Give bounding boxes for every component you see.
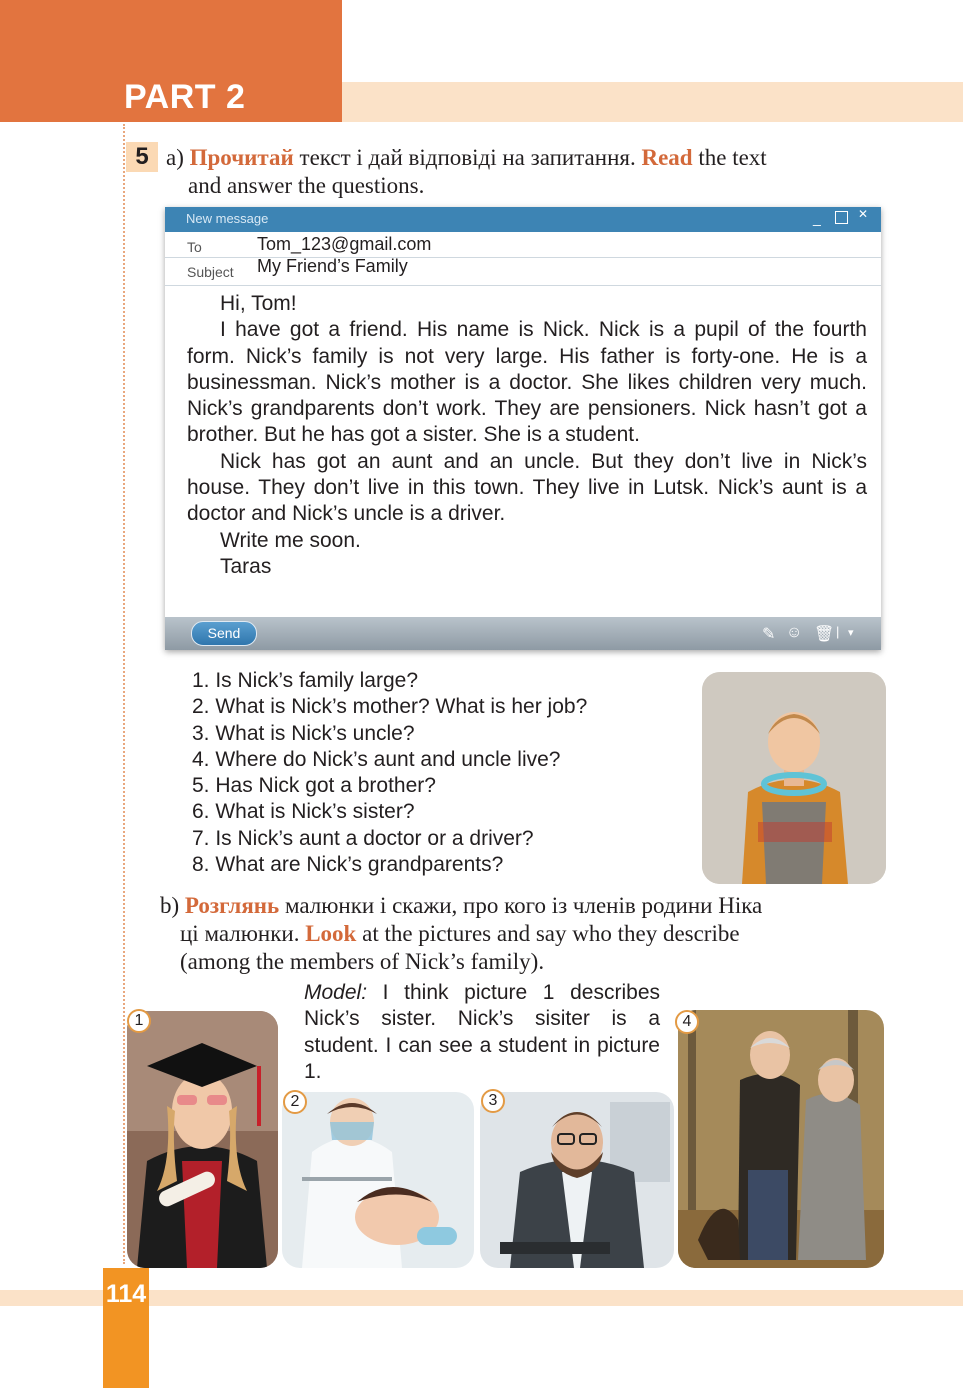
email-closing: Write me soon. bbox=[220, 528, 361, 552]
question-item: 2. What is Nick’s mother? What is her job? bbox=[192, 695, 588, 719]
email-paragraph-1: I have got a friend. His name is Nick. Nick is a pupil of the fourth form. Nick’s family is not very large. His father is forty-one. He is a businessman. Nick’s mother is a doctor. She likes children very much. Nick’s grandparents don’t work. They are pensioners. Nick hasn’t got a brother. But he has got a sister. She is a student. bbox=[187, 318, 867, 447]
questions-list bbox=[192, 668, 587, 878]
picture-2-badge: 2 bbox=[283, 1090, 307, 1114]
task-b-prefix: b) bbox=[160, 893, 185, 918]
trash-icon[interactable]: 🗑 bbox=[814, 626, 835, 643]
picture-4-badge: 4 bbox=[675, 1010, 699, 1034]
picture-2-dentist bbox=[282, 1092, 474, 1268]
question-item: 5. Has Nick got a brother? bbox=[192, 774, 436, 798]
model-answer bbox=[304, 980, 660, 1085]
email-footer-bar bbox=[165, 617, 881, 650]
task-a-prefix: a) bbox=[166, 145, 190, 170]
email-greeting: Hi, Tom! bbox=[220, 292, 297, 315]
page-number: 114 bbox=[105, 1280, 147, 1308]
divider-icon: | bbox=[836, 624, 840, 639]
chevron-down-icon[interactable]: ▾ bbox=[848, 627, 854, 639]
header-strip bbox=[342, 82, 963, 122]
task-a-text-en-2: and answer the questions. bbox=[188, 173, 425, 198]
to-label: To bbox=[187, 239, 202, 255]
picture-4-grandparents bbox=[678, 1010, 884, 1268]
picture-1-graduate bbox=[127, 1011, 278, 1268]
maximize-icon[interactable] bbox=[835, 211, 848, 224]
emoji-icon[interactable]: ☺ bbox=[786, 624, 803, 641]
task-a-instruction bbox=[166, 144, 896, 200]
subject-field[interactable]: My Friend’s Family bbox=[257, 256, 408, 276]
task-b-text-ua-2: ці малюнки. bbox=[180, 921, 306, 946]
boy-photo bbox=[702, 672, 886, 884]
to-field[interactable]: Tom_123@gmail.com bbox=[257, 234, 432, 254]
question-item: 1. Is Nick’s family large? bbox=[192, 669, 419, 692]
question-item: 3. What is Nick’s uncle? bbox=[192, 721, 415, 745]
task-b-text-ua: малюнки і скажи, про кого із членів родини Ніка bbox=[279, 893, 763, 918]
picture-3-businessman bbox=[480, 1092, 674, 1268]
question-item: 7. Is Nick’s aunt a doctor or a driver? bbox=[192, 826, 534, 850]
task-b-highlight-en: Look bbox=[305, 921, 357, 946]
task-a-text-ua: текст і дай відповіді на запитання. bbox=[293, 145, 642, 170]
attach-icon[interactable]: ✎ bbox=[762, 626, 776, 643]
close-icon[interactable]: ✕ bbox=[858, 207, 869, 221]
question-item: 6. What is Nick’s sister? bbox=[192, 800, 415, 824]
email-title-bar bbox=[165, 207, 881, 232]
email-window-title: New message bbox=[186, 211, 269, 226]
email-body[interactable] bbox=[187, 291, 867, 580]
subject-row bbox=[165, 258, 881, 286]
subject-label: Subject bbox=[187, 264, 234, 280]
task-a-highlight-ua: Прочитай bbox=[189, 145, 294, 170]
task-b-line-2 bbox=[160, 920, 888, 948]
email-signature: Taras bbox=[220, 554, 272, 578]
to-row bbox=[165, 233, 881, 258]
task-number: 5 bbox=[126, 142, 158, 172]
question-item: 8. What are Nick’s grandparents? bbox=[192, 853, 504, 877]
task-b-text-en-2: (among the members of Nick’s family). bbox=[180, 949, 545, 974]
task-b-text-en: at the pictures and say who they describe bbox=[356, 921, 740, 946]
margin-dotted-line bbox=[123, 124, 125, 1264]
picture-3-badge: 3 bbox=[481, 1089, 505, 1113]
send-button[interactable]: Send bbox=[191, 621, 257, 646]
minimize-icon[interactable]: _ bbox=[813, 210, 821, 226]
task-b-highlight-ua: Розглянь bbox=[184, 893, 280, 918]
picture-1-badge: 1 bbox=[127, 1009, 151, 1033]
model-label: Model: bbox=[304, 981, 368, 1004]
email-paragraph-2: Nick has got an aunt and an uncle. But they don’t live in Nick’s house. They don’t live in this town. They live in Lutsk. Nick’s aunt is a doctor and Nick’s uncle is a driver. bbox=[187, 449, 867, 526]
question-item: 4. Where do Nick’s aunt and uncle live? bbox=[192, 747, 561, 771]
email-window bbox=[165, 207, 881, 650]
task-a-text-en-1: the text bbox=[692, 145, 767, 170]
model-text: I think picture 1 describes Nick’s sister. Nick’s sisiter is a student. I can see a student in picture 1. bbox=[304, 981, 660, 1083]
task-a-highlight-en: Read bbox=[641, 145, 693, 170]
part-title: PART 2 bbox=[124, 78, 246, 116]
task-b-instruction bbox=[160, 892, 888, 976]
